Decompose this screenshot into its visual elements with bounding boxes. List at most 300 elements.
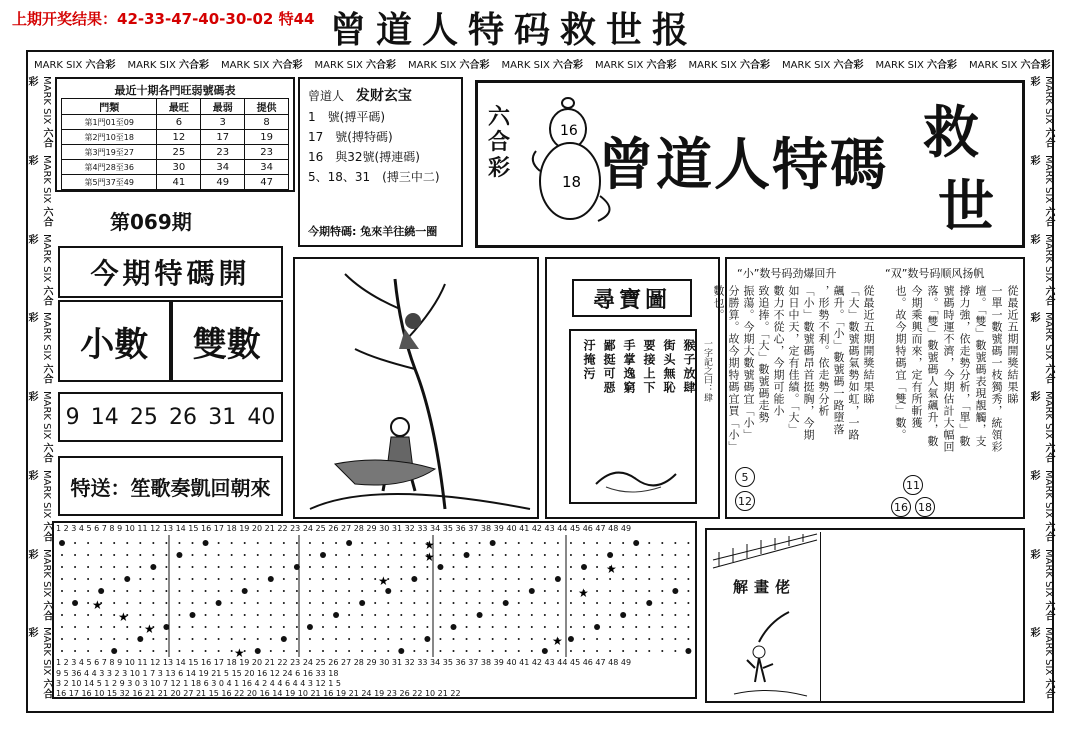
grid-dot xyxy=(557,590,559,592)
grid-dot xyxy=(646,600,652,606)
grid-dot xyxy=(152,614,154,616)
poem-line: 汙掩污 xyxy=(582,339,596,381)
explanation-title: 解畫佬 xyxy=(732,578,796,596)
grid-dot xyxy=(348,590,350,592)
grid-dot xyxy=(255,648,261,654)
tips-box xyxy=(298,77,463,247)
grid-dot xyxy=(596,590,598,592)
grid-dot xyxy=(544,602,546,604)
grid-dot xyxy=(439,614,441,616)
grid-dot xyxy=(583,626,585,628)
grid-dot xyxy=(439,578,441,580)
grid-dot xyxy=(61,578,63,580)
grid-dot xyxy=(257,578,259,580)
grid-dot xyxy=(542,648,548,654)
grid-dot xyxy=(687,626,689,628)
grid-dot xyxy=(687,602,689,604)
grid-dot xyxy=(479,638,481,640)
grid-dot xyxy=(335,554,337,556)
grid-dot xyxy=(176,552,182,558)
grid-dot xyxy=(544,626,546,628)
grid-dot xyxy=(557,566,559,568)
grid-dot xyxy=(165,578,167,580)
grid-dot xyxy=(622,578,624,580)
newspaper-masthead: 曾道人特码救世报 xyxy=(330,9,699,51)
text-column: 數也。 xyxy=(712,285,725,321)
grid-dot xyxy=(218,638,220,640)
grid-dot xyxy=(687,566,689,568)
grid-dot xyxy=(113,638,115,640)
grid-dot xyxy=(555,576,561,582)
grid-dot xyxy=(205,554,207,556)
grid-dot xyxy=(531,542,533,544)
grid-dot xyxy=(348,602,350,604)
grid-dot xyxy=(87,554,89,556)
grid-dot xyxy=(361,566,363,568)
grid-dot xyxy=(218,626,220,628)
grid-dot xyxy=(348,554,350,556)
number-trend-grid xyxy=(52,521,697,699)
grid-dot xyxy=(139,626,141,628)
table-cell: 34 xyxy=(245,160,289,175)
grid-dot xyxy=(322,626,324,628)
grid-dot xyxy=(505,566,507,568)
grid-dot xyxy=(413,626,415,628)
grid-dot xyxy=(283,602,285,604)
grid-dot xyxy=(348,578,350,580)
grid-dot xyxy=(72,600,78,606)
grid-dot xyxy=(413,554,415,556)
grid-dot xyxy=(139,542,141,544)
grid-dot xyxy=(400,542,402,544)
grid-dot xyxy=(192,542,194,544)
grid-dot xyxy=(453,590,455,592)
number-circle: 11 xyxy=(903,475,923,495)
grid-dot xyxy=(190,612,196,618)
grid-dot xyxy=(152,542,154,544)
number-item: 31 xyxy=(208,404,237,430)
grid-dot xyxy=(583,554,585,556)
grid-dot xyxy=(244,542,246,544)
stripe-brand: MARK SIX 六合彩 xyxy=(26,233,52,305)
picture-explanation-box xyxy=(705,528,1025,703)
grid-dot xyxy=(192,554,194,556)
grid-dot xyxy=(570,578,572,580)
table-cell: 19 xyxy=(245,130,289,145)
grid-dot xyxy=(192,650,194,652)
grid-dot xyxy=(439,590,441,592)
grid-dot xyxy=(503,600,509,606)
grid-dot xyxy=(322,542,324,544)
number-circle: 18 xyxy=(915,497,935,517)
stripe-brand: MARK SIX 六合彩 xyxy=(127,59,209,71)
stripe-brand: MARK SIX 六合彩 xyxy=(221,59,303,71)
grid-dot xyxy=(74,638,76,640)
grid-dot xyxy=(100,578,102,580)
grid-dot xyxy=(518,650,520,652)
grid-dot xyxy=(87,626,89,628)
grid-dot xyxy=(309,590,311,592)
text-column: 飆升。「小」數號碼一路墮落 xyxy=(832,285,845,436)
grid-dot xyxy=(165,650,167,652)
poem-line: 鄙挺可惡 xyxy=(602,339,616,395)
grid-dot xyxy=(387,566,389,568)
grid-dot xyxy=(609,602,611,604)
grid-dot xyxy=(296,614,298,616)
grid-dot xyxy=(622,542,624,544)
scroll-frame xyxy=(569,329,712,504)
grid-dot xyxy=(335,638,337,640)
grid-dot xyxy=(492,602,494,604)
grid-dot xyxy=(218,566,220,568)
grid-dot xyxy=(439,626,441,628)
grid-dot xyxy=(544,578,546,580)
grid-dot xyxy=(596,638,598,640)
grid-dot xyxy=(505,554,507,556)
grid-dot xyxy=(244,566,246,568)
table-cell: 30 xyxy=(157,160,201,175)
grid-dot xyxy=(635,578,637,580)
table-cell: 23 xyxy=(245,145,289,160)
grid-dot xyxy=(87,638,89,640)
grid-dot xyxy=(505,542,507,544)
grid-dot xyxy=(400,578,402,580)
table-row xyxy=(62,130,289,145)
issue-number: 第069期 xyxy=(110,210,192,234)
grid-dot xyxy=(400,590,402,592)
grid-dot xyxy=(570,614,572,616)
grid-dot xyxy=(687,542,689,544)
grid-dot xyxy=(270,650,272,652)
grid-dot xyxy=(622,590,624,592)
grid-dot xyxy=(165,638,167,640)
left-border-stripe xyxy=(28,76,50,706)
last-draw-results: 上期开奖结果：42-33-47-40-30-02 特44 xyxy=(12,10,315,28)
grid-dot xyxy=(165,554,167,556)
grid-dot xyxy=(674,554,676,556)
even-analysis-text xyxy=(887,285,1019,485)
grid-dot xyxy=(374,542,376,544)
star-icon: ★ xyxy=(424,538,435,552)
grid-dot xyxy=(609,626,611,628)
table-row xyxy=(62,145,289,160)
grid-dot xyxy=(479,590,481,592)
stripe-brand: MARK SIX 六合彩 xyxy=(1028,233,1054,305)
grid-dot xyxy=(426,566,428,568)
text-column: 壇。「雙」數號碼表現靚觸，支 xyxy=(974,285,987,448)
grid-dot xyxy=(466,650,468,652)
special-gift-riddle: 特送：笙歌奏凱回朝來 xyxy=(58,456,283,516)
grid-dot xyxy=(557,602,559,604)
grid-dot xyxy=(648,566,650,568)
grid-dot xyxy=(296,578,298,580)
grid-dot xyxy=(687,614,689,616)
grid-dot xyxy=(477,612,483,618)
grid-dot xyxy=(557,650,559,652)
grid-dot xyxy=(205,578,207,580)
grid-dot xyxy=(61,614,63,616)
grid-dot xyxy=(87,614,89,616)
grid-dot xyxy=(113,554,115,556)
grid-dot xyxy=(124,576,130,582)
grid-dot xyxy=(270,602,272,604)
tips-brand: 发财玄宝 xyxy=(355,88,412,104)
grid-dot xyxy=(320,552,326,558)
grid-dot xyxy=(674,542,676,544)
grid-dot xyxy=(451,624,457,630)
grid-dot xyxy=(544,614,546,616)
grid-dot xyxy=(413,590,415,592)
grid-dot xyxy=(359,600,365,606)
stripe-brand: MARK SIX 六合彩 xyxy=(969,59,1051,71)
grid-dot xyxy=(139,650,141,652)
grid-dot xyxy=(74,650,76,652)
grid-dot xyxy=(100,626,102,628)
grid-dot xyxy=(531,566,533,568)
grid-dot xyxy=(152,578,154,580)
grid-dot xyxy=(466,578,468,580)
grid-dot xyxy=(74,614,76,616)
grid-dot xyxy=(518,638,520,640)
grid-dot xyxy=(218,578,220,580)
grid-dot xyxy=(544,542,546,544)
stripe-brand: MARK SIX 六合彩 xyxy=(26,76,52,148)
grid-dot xyxy=(361,578,363,580)
grid-dot xyxy=(139,614,141,616)
grid-dot xyxy=(596,650,598,652)
grid-dot xyxy=(348,638,350,640)
grid-dot xyxy=(529,588,535,594)
grid-dot xyxy=(635,626,637,628)
grid-dot xyxy=(374,566,376,568)
table-cell: 第1門01至09 xyxy=(62,115,157,130)
grid-dot xyxy=(335,626,337,628)
grid-dot xyxy=(674,578,676,580)
grid-dot xyxy=(426,626,428,628)
grid-dot xyxy=(413,614,415,616)
grid-dot xyxy=(607,552,613,558)
grid-dot xyxy=(635,614,637,616)
grid-dot xyxy=(648,614,650,616)
treasure-map-title: 尋寶圖 xyxy=(572,279,692,317)
stripe-brand: MARK SIX 六合彩 xyxy=(26,627,52,699)
grid-dot xyxy=(205,626,207,628)
grid-dot xyxy=(257,602,259,604)
grid-dot xyxy=(192,638,194,640)
table-cell: 第2門10至18 xyxy=(62,130,157,145)
table-cell: 49 xyxy=(201,175,245,190)
grid-dot xyxy=(583,614,585,616)
grid-dot xyxy=(126,626,128,628)
text-column: ，形勢不利。依走勢分析 xyxy=(817,285,830,417)
grid-dot xyxy=(490,540,496,546)
grid-dot xyxy=(309,650,311,652)
grid-dot xyxy=(594,624,600,630)
text-column: 致追捧。「大」數號碼走勢 xyxy=(757,285,770,424)
grid-dot xyxy=(205,650,207,652)
grid-dot xyxy=(244,614,246,616)
number-item: 9 xyxy=(65,404,80,430)
text-column: 振蕩。今期大數號碼宜「小」 xyxy=(742,285,755,441)
star-icon: ★ xyxy=(118,610,129,624)
grid-dot xyxy=(453,602,455,604)
illustration-box xyxy=(293,257,539,519)
grid-dot xyxy=(113,578,115,580)
number-item: 26 xyxy=(169,404,198,430)
grid-dot xyxy=(178,638,180,640)
grid-dot xyxy=(374,602,376,604)
grid-dot xyxy=(100,566,102,568)
grid-dot xyxy=(531,614,533,616)
grid-dot xyxy=(244,554,246,556)
grid-dot xyxy=(453,542,455,544)
grid-dot xyxy=(492,566,494,568)
grid-dot xyxy=(61,566,63,568)
stripe-brand: MARK SIX 六合彩 xyxy=(782,59,864,71)
grid-dot xyxy=(583,542,585,544)
grid-dot xyxy=(87,590,89,592)
main-title: 曾道人特碼 xyxy=(598,132,888,198)
grid-dot xyxy=(635,566,637,568)
grid-dot xyxy=(192,602,194,604)
stripe-brand: MARK SIX 六合彩 xyxy=(34,59,116,71)
poem-line: 街头無恥 xyxy=(662,339,676,395)
grid-dot xyxy=(257,566,259,568)
star-icon: ★ xyxy=(578,586,589,600)
grid-dot xyxy=(231,554,233,556)
text-column: 撐力強，依走勢分析，「單」數 xyxy=(958,285,971,448)
gourd-number: 18 xyxy=(562,173,582,191)
grid-dot xyxy=(296,590,298,592)
grid-dot xyxy=(283,626,285,628)
grid-dot xyxy=(570,542,572,544)
grid-dot xyxy=(492,590,494,592)
grid-dot xyxy=(387,602,389,604)
today-special-heading: 今期特碼開 xyxy=(58,246,283,298)
grid-dot xyxy=(466,626,468,628)
grid-dot xyxy=(126,590,128,592)
number-item: 25 xyxy=(129,404,158,430)
star-icon: ★ xyxy=(378,574,389,588)
grid-dot xyxy=(270,542,272,544)
grid-dot xyxy=(648,626,650,628)
table-cell: 第4門28至36 xyxy=(62,160,157,175)
text-column: 從最近五期開獎結果睇 xyxy=(1006,285,1019,405)
table-cell: 第3門19至27 xyxy=(62,145,157,160)
grid-dot xyxy=(296,602,298,604)
grid-dot xyxy=(307,624,313,630)
tip-line: 5、18、31 (搏三中二) xyxy=(308,170,440,184)
grid-dot xyxy=(374,554,376,556)
number-circle: 5 xyxy=(735,467,755,487)
grid-dot xyxy=(531,602,533,604)
grid-dot xyxy=(374,590,376,592)
grid-dot xyxy=(283,650,285,652)
grid-dot xyxy=(218,590,220,592)
grid-dot xyxy=(453,578,455,580)
column-header: 最旺 xyxy=(157,99,201,115)
grid-dot xyxy=(635,590,637,592)
grid-dot xyxy=(661,566,663,568)
table-cell: 25 xyxy=(157,145,201,160)
grid-dot xyxy=(426,590,428,592)
grid-dot xyxy=(648,650,650,652)
grid-dot xyxy=(661,614,663,616)
poem-line: 手掌逸窮 xyxy=(622,339,636,395)
grid-dot xyxy=(453,614,455,616)
stripe-brand: MARK SIX 六合彩 xyxy=(1028,548,1054,620)
grid-dot xyxy=(231,542,233,544)
grid-dot xyxy=(231,650,233,652)
grid-dot xyxy=(505,614,507,616)
grid-dot xyxy=(398,648,404,654)
grid-dot xyxy=(257,614,259,616)
grid-dot xyxy=(59,540,65,546)
grid-dot xyxy=(74,578,76,580)
text-column: 也。故今期特碼宜「雙」數。 xyxy=(894,285,907,441)
grid-dot xyxy=(203,540,209,546)
grid-dot xyxy=(557,542,559,544)
hot-cold-number-table xyxy=(55,77,295,192)
table-cell: 6 xyxy=(157,115,201,130)
grid-dot xyxy=(374,578,376,580)
star-icon: ★ xyxy=(234,646,245,660)
grid-dot xyxy=(178,614,180,616)
grid-dot xyxy=(152,602,154,604)
grid-dot xyxy=(270,554,272,556)
grid-dot xyxy=(635,638,637,640)
grid-dot xyxy=(622,650,624,652)
grid-dot xyxy=(479,578,481,580)
grid-dot xyxy=(620,612,626,618)
grid-dot xyxy=(281,636,287,642)
grid-dot xyxy=(322,578,324,580)
grid-dot xyxy=(492,638,494,640)
grid-dot xyxy=(178,566,180,568)
grid-dot xyxy=(648,578,650,580)
grid-bottom-header: 1 2 3 4 5 6 7 8 9 10 11 12 13 14 15 16 17 18 19 20 21 22 23 24 25 26 27 28 29 30 31 32 33 34 35 36 37 38 39 40 41 42 43 44 45 46 47 48 49 xyxy=(56,658,632,667)
grid-dot xyxy=(570,650,572,652)
grid-dot xyxy=(400,614,402,616)
tip-line: 1 號(搏平碼) xyxy=(308,110,385,124)
table-cell: 第5門37至49 xyxy=(62,175,157,190)
grid-dot xyxy=(387,614,389,616)
grid-dot xyxy=(244,578,246,580)
grid-dot xyxy=(633,540,639,546)
grid-dot xyxy=(570,554,572,556)
grid-dot xyxy=(674,602,676,604)
grid-dot xyxy=(218,542,220,544)
stripe-brand: MARK SIX 六合彩 xyxy=(1028,391,1054,463)
stripe-brand: MARK SIX 六合彩 xyxy=(26,391,52,463)
grid-dot xyxy=(100,638,102,640)
grid-dot xyxy=(413,650,415,652)
grid-dot xyxy=(492,626,494,628)
grid-dot xyxy=(426,614,428,616)
monkey-tree-illustration xyxy=(295,259,537,517)
grid-dot xyxy=(205,590,207,592)
grid-dot xyxy=(466,638,468,640)
grid-dot xyxy=(661,554,663,556)
grid-dot xyxy=(426,650,428,652)
stripe-brand: MARK SIX 六合彩 xyxy=(688,59,770,71)
grid-dot xyxy=(165,590,167,592)
grid-dot xyxy=(672,588,678,594)
grid-dot xyxy=(661,602,663,604)
grid-dot xyxy=(218,614,220,616)
grid-top-header: 1 2 3 4 5 6 7 8 9 10 11 12 13 14 15 16 17 18 19 20 21 22 23 24 25 26 27 28 29 30 31 32 33 34 35 36 37 38 39 40 41 42 43 44 45 46 47 48 49 xyxy=(56,524,632,533)
grid-dot xyxy=(231,578,233,580)
